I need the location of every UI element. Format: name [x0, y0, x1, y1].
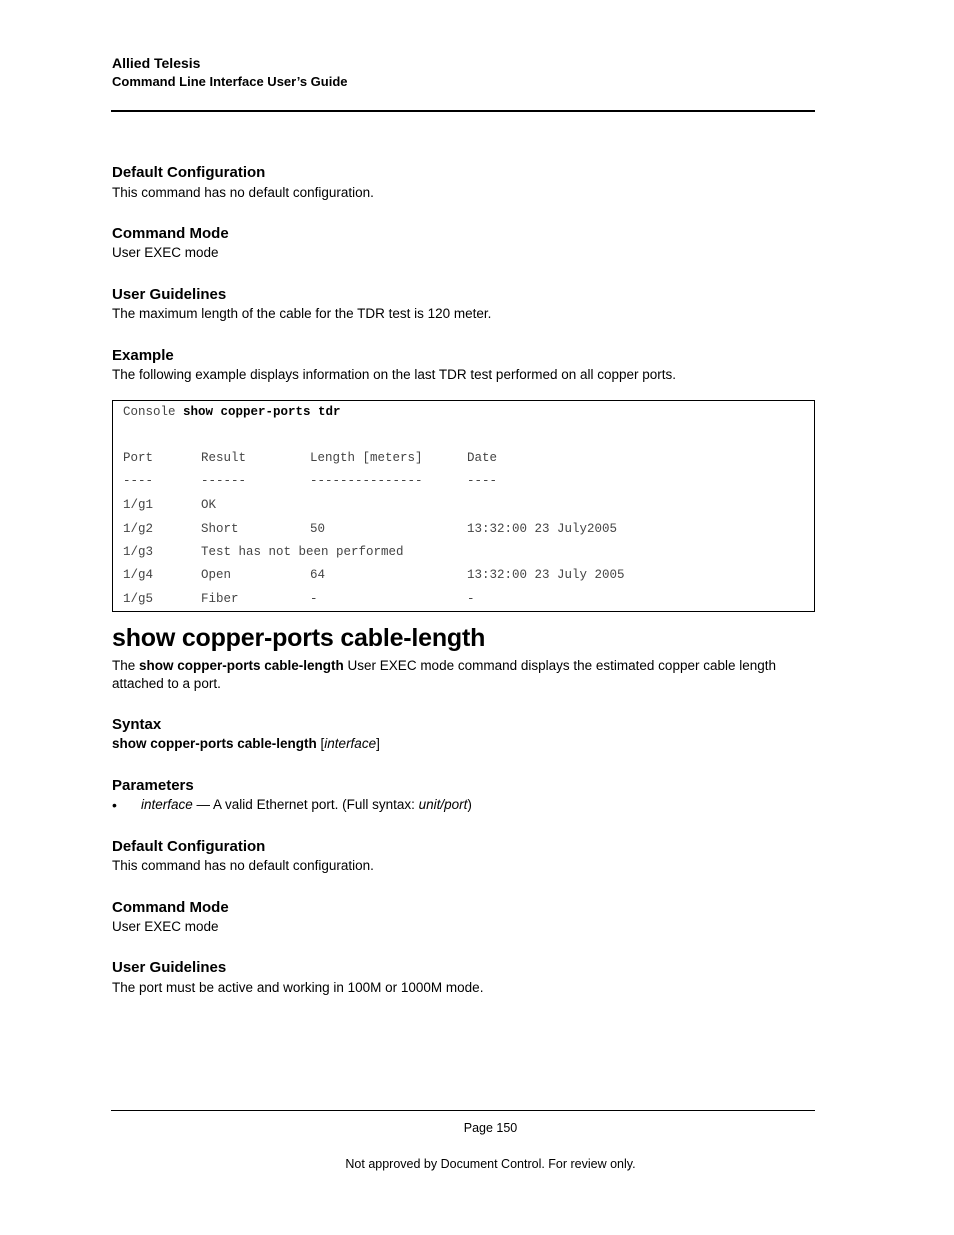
user-guidelines-text-2: The port must be active and working in 100M or 1000M mode. — [112, 980, 484, 995]
syntax-bracket: [ — [316, 736, 325, 751]
console-dash: ---- — [467, 474, 498, 488]
example-heading: Example — [112, 347, 174, 364]
console-cell: Short — [201, 522, 239, 536]
console-cell: Fiber — [201, 592, 239, 606]
console-header-result: Result — [201, 451, 247, 465]
console-cell: 13:32:00 23 July2005 — [467, 522, 618, 536]
console-prompt: Console — [123, 405, 176, 419]
console-cell: 1/g5 — [123, 592, 154, 606]
console-cell: Open — [201, 568, 232, 582]
console-header-date: Date — [467, 451, 498, 465]
header-company: Allied Telesis — [112, 55, 201, 71]
command-mode-heading-2: Command Mode — [112, 899, 229, 916]
default-config-text: This command has no default configuration. — [112, 185, 374, 200]
page-number: Page 150 — [463, 1121, 518, 1135]
parameters-heading: Parameters — [112, 777, 194, 794]
example-text: The following example displays information on the last TDR test performed on all copper ports. — [112, 367, 677, 382]
syntax-command: show copper-ports cable-length — [112, 736, 317, 751]
command-mode-text: User EXEC mode — [112, 245, 219, 260]
console-cell: 1/g1 — [123, 498, 154, 512]
footer-divider — [111, 1110, 815, 1111]
param-syntax: unit/port — [418, 797, 468, 812]
console-dash: --------------- — [310, 474, 423, 488]
param-end: ) — [467, 797, 472, 812]
console-command: show copper-ports tdr — [183, 405, 341, 419]
review-notice: Not approved by Document Control. For review only. — [345, 1157, 636, 1171]
default-config-heading-2: Default Configuration — [112, 838, 266, 855]
console-cell: 1/g2 — [123, 522, 154, 536]
intro-rest: User EXEC mode command displays the estimated copper cable length — [343, 658, 777, 673]
syntax-heading: Syntax — [112, 716, 162, 733]
user-guidelines-heading-2: User Guidelines — [112, 959, 227, 976]
console-cell: - — [310, 592, 318, 606]
param-bullet: • — [112, 797, 117, 813]
param-name: interface — [141, 797, 193, 812]
syntax-bracket: ] — [376, 736, 380, 751]
console-command-line — [123, 405, 341, 419]
section-intro-line2: attached to a port. — [112, 676, 221, 691]
intro-command: show copper-ports cable-length — [139, 658, 344, 673]
console-header-port: Port — [123, 451, 154, 465]
console-cell: 50 — [310, 522, 326, 536]
syntax-param: interface — [324, 736, 377, 751]
user-guidelines-text: The maximum length of the cable for the TDR test is 120 meter. — [112, 306, 492, 321]
console-dash: ------ — [201, 474, 247, 488]
command-mode-text-2: User EXEC mode — [112, 919, 219, 934]
command-mode-heading: Command Mode — [112, 225, 229, 242]
header-guide-title: Command Line Interface User’s Guide — [112, 74, 348, 89]
header-divider — [111, 110, 815, 112]
param-item — [141, 797, 472, 812]
console-cell: 1/g4 — [123, 568, 154, 582]
console-example-box — [112, 400, 815, 612]
console-cell: 1/g3 — [123, 545, 154, 559]
param-desc: — A valid Ethernet port. (Full syntax: — [192, 797, 419, 812]
console-cell: 64 — [310, 568, 326, 582]
default-config-heading: Default Configuration — [112, 164, 266, 181]
console-header-length: Length [meters] — [310, 451, 423, 465]
console-cell: OK — [201, 498, 217, 512]
console-cell: - — [467, 592, 475, 606]
user-guidelines-heading: User Guidelines — [112, 286, 227, 303]
console-cell: 13:32:00 23 July 2005 — [467, 568, 625, 582]
console-dash: ---- — [123, 474, 154, 488]
default-config-text-2: This command has no default configuration. — [112, 858, 374, 873]
console-cell: Test has not been performed — [201, 545, 404, 559]
section-title: show copper-ports cable-length — [112, 624, 486, 652]
syntax-line — [112, 736, 380, 751]
intro-prefix: The — [112, 658, 140, 673]
section-intro-line1 — [112, 658, 776, 673]
